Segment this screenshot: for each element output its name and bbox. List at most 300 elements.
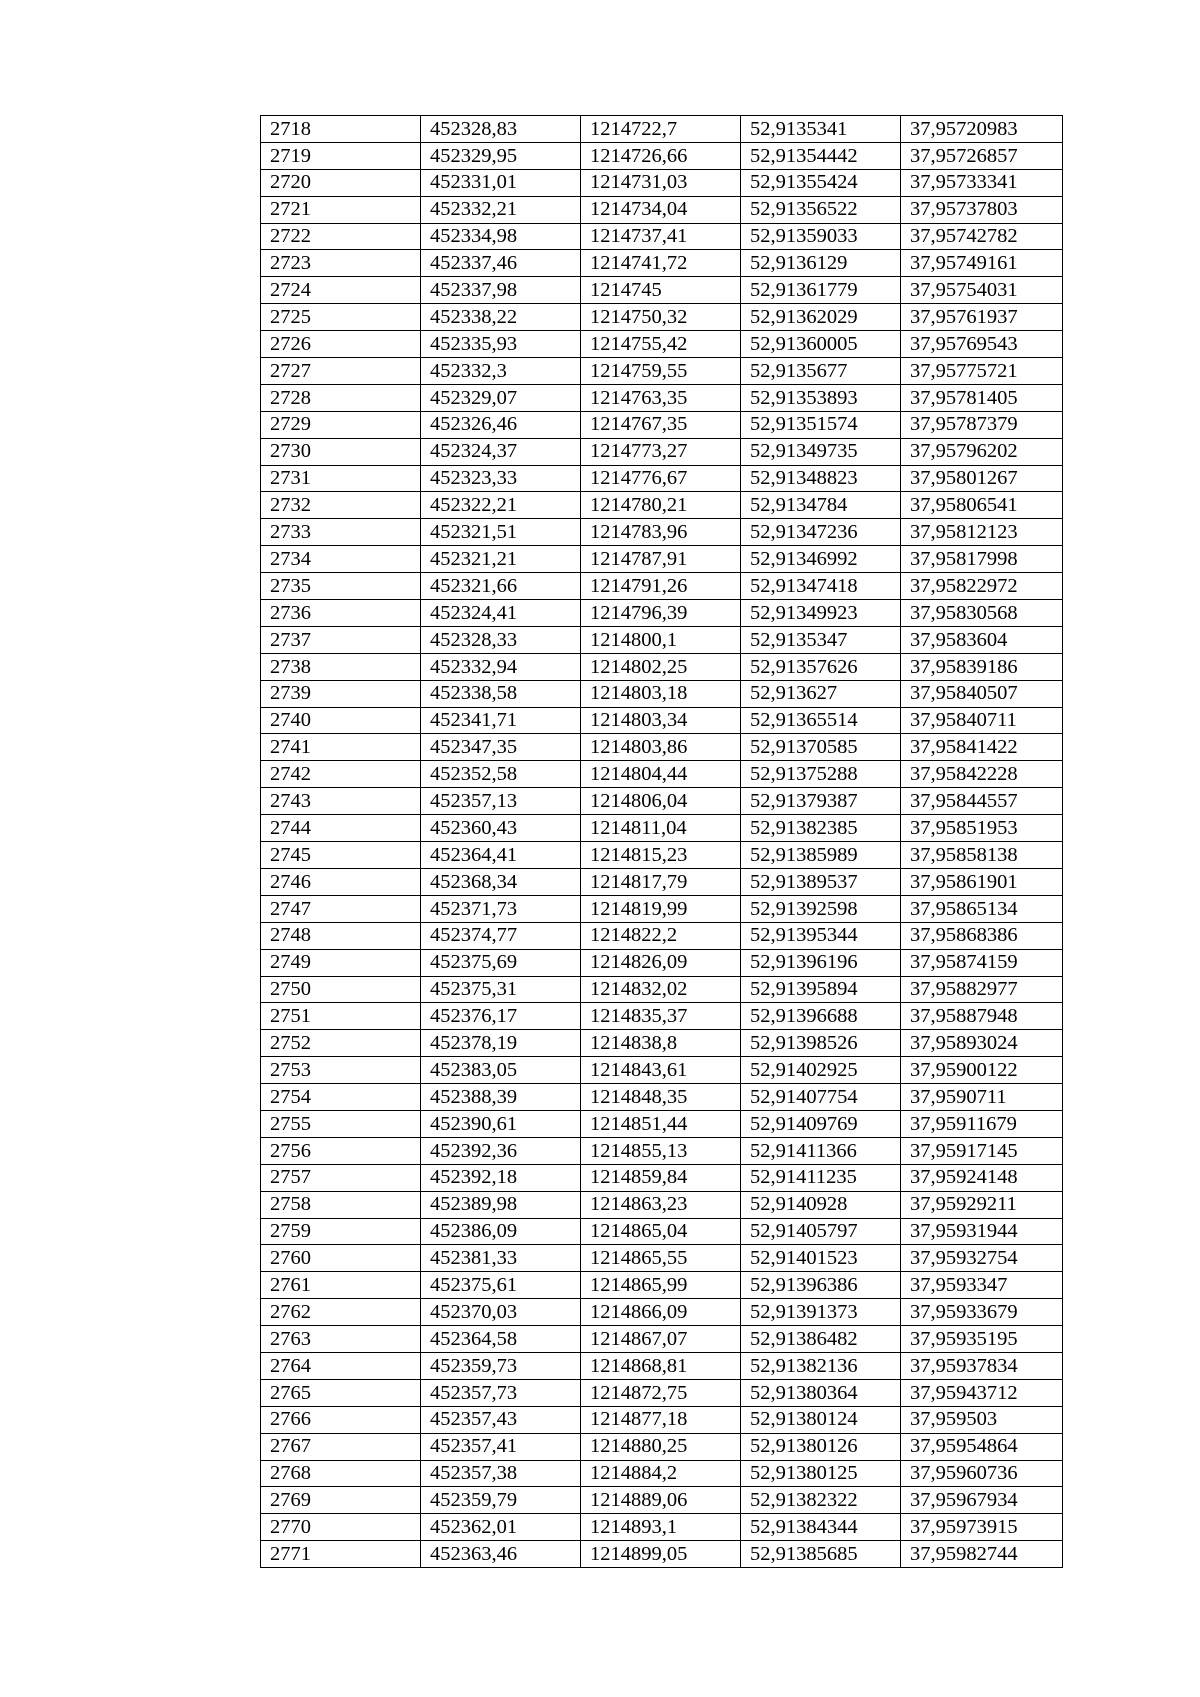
longitude-cell: 37,95911679	[901, 1110, 1063, 1137]
table-row	[261, 519, 1063, 546]
x-coordinate-cell: 452392,36	[421, 1137, 581, 1164]
y-coordinate-cell: 1214826,09	[581, 949, 741, 976]
latitude-cell: 52,91355424	[741, 169, 901, 196]
x-coordinate-cell: 452368,34	[421, 868, 581, 895]
longitude-cell: 37,95931944	[901, 1218, 1063, 1245]
y-coordinate-cell: 1214722,7	[581, 116, 741, 143]
y-coordinate-cell: 1214880,25	[581, 1433, 741, 1460]
y-coordinate-cell: 1214893,1	[581, 1514, 741, 1541]
y-coordinate-cell: 1214899,05	[581, 1541, 741, 1568]
longitude-cell: 37,95787379	[901, 411, 1063, 438]
longitude-cell: 37,95937834	[901, 1352, 1063, 1379]
y-coordinate-cell: 1214865,55	[581, 1245, 741, 1272]
latitude-cell: 52,9140928	[741, 1191, 901, 1218]
longitude-cell: 37,95924148	[901, 1164, 1063, 1191]
point-number-cell: 2726	[261, 331, 421, 358]
latitude-cell: 52,91353893	[741, 384, 901, 411]
point-number-cell: 2742	[261, 761, 421, 788]
y-coordinate-cell: 1214804,44	[581, 761, 741, 788]
table-row	[261, 1326, 1063, 1353]
x-coordinate-cell: 452332,3	[421, 358, 581, 385]
table-row	[261, 1110, 1063, 1137]
y-coordinate-cell: 1214731,03	[581, 169, 741, 196]
x-coordinate-cell: 452337,46	[421, 250, 581, 277]
latitude-cell: 52,91385989	[741, 842, 901, 869]
latitude-cell: 52,91354442	[741, 142, 901, 169]
y-coordinate-cell: 1214815,23	[581, 842, 741, 869]
longitude-cell: 37,95882977	[901, 976, 1063, 1003]
latitude-cell: 52,91396196	[741, 949, 901, 976]
table-row	[261, 1460, 1063, 1487]
longitude-cell: 37,95893024	[901, 1030, 1063, 1057]
longitude-cell: 37,95796202	[901, 438, 1063, 465]
latitude-cell: 52,91370585	[741, 734, 901, 761]
point-number-cell: 2747	[261, 895, 421, 922]
latitude-cell: 52,91347236	[741, 519, 901, 546]
point-number-cell: 2754	[261, 1084, 421, 1111]
x-coordinate-cell: 452386,09	[421, 1218, 581, 1245]
point-number-cell: 2771	[261, 1541, 421, 1568]
y-coordinate-cell: 1214759,55	[581, 358, 741, 385]
point-number-cell: 2763	[261, 1326, 421, 1353]
longitude-cell: 37,95842228	[901, 761, 1063, 788]
table-row	[261, 223, 1063, 250]
longitude-cell: 37,95733341	[901, 169, 1063, 196]
latitude-cell: 52,91362029	[741, 304, 901, 331]
table-row	[261, 1003, 1063, 1030]
x-coordinate-cell: 452376,17	[421, 1003, 581, 1030]
table-row	[261, 438, 1063, 465]
point-number-cell: 2744	[261, 815, 421, 842]
x-coordinate-cell: 452326,46	[421, 411, 581, 438]
longitude-cell: 37,95874159	[901, 949, 1063, 976]
latitude-cell: 52,91380124	[741, 1406, 901, 1433]
latitude-cell: 52,91409769	[741, 1110, 901, 1137]
longitude-cell: 37,95868386	[901, 922, 1063, 949]
table-row	[261, 895, 1063, 922]
longitude-cell: 37,9583604	[901, 626, 1063, 653]
longitude-cell: 37,95822972	[901, 573, 1063, 600]
point-number-cell: 2719	[261, 142, 421, 169]
y-coordinate-cell: 1214750,32	[581, 304, 741, 331]
table-row	[261, 1352, 1063, 1379]
latitude-cell: 52,91365514	[741, 707, 901, 734]
table-row	[261, 1379, 1063, 1406]
x-coordinate-cell: 452375,69	[421, 949, 581, 976]
point-number-cell: 2746	[261, 868, 421, 895]
x-coordinate-cell: 452329,95	[421, 142, 581, 169]
x-coordinate-cell: 452359,73	[421, 1352, 581, 1379]
point-number-cell: 2738	[261, 653, 421, 680]
y-coordinate-cell: 1214803,86	[581, 734, 741, 761]
table-row	[261, 411, 1063, 438]
point-number-cell: 2752	[261, 1030, 421, 1057]
point-number-cell: 2731	[261, 465, 421, 492]
latitude-cell: 52,91380125	[741, 1460, 901, 1487]
coordinates-table	[260, 115, 1063, 1568]
point-number-cell: 2743	[261, 788, 421, 815]
longitude-cell: 37,95841422	[901, 734, 1063, 761]
longitude-cell: 37,95742782	[901, 223, 1063, 250]
longitude-cell: 37,95720983	[901, 116, 1063, 143]
longitude-cell: 37,95982744	[901, 1541, 1063, 1568]
latitude-cell: 52,91357626	[741, 653, 901, 680]
point-number-cell: 2749	[261, 949, 421, 976]
x-coordinate-cell: 452335,93	[421, 331, 581, 358]
point-number-cell: 2735	[261, 573, 421, 600]
latitude-cell: 52,91391373	[741, 1299, 901, 1326]
y-coordinate-cell: 1214811,04	[581, 815, 741, 842]
point-number-cell: 2729	[261, 411, 421, 438]
latitude-cell: 52,91396386	[741, 1272, 901, 1299]
latitude-cell: 52,91349923	[741, 600, 901, 627]
longitude-cell: 37,95887948	[901, 1003, 1063, 1030]
latitude-cell: 52,91389537	[741, 868, 901, 895]
point-number-cell: 2720	[261, 169, 421, 196]
table-row	[261, 949, 1063, 976]
x-coordinate-cell: 452388,39	[421, 1084, 581, 1111]
point-number-cell: 2721	[261, 196, 421, 223]
longitude-cell: 37,95806541	[901, 492, 1063, 519]
x-coordinate-cell: 452357,13	[421, 788, 581, 815]
latitude-cell: 52,91382385	[741, 815, 901, 842]
table-row	[261, 1137, 1063, 1164]
longitude-cell: 37,95840507	[901, 680, 1063, 707]
table-row	[261, 465, 1063, 492]
y-coordinate-cell: 1214868,81	[581, 1352, 741, 1379]
x-coordinate-cell: 452328,83	[421, 116, 581, 143]
point-number-cell: 2758	[261, 1191, 421, 1218]
y-coordinate-cell: 1214763,35	[581, 384, 741, 411]
table-row	[261, 116, 1063, 143]
x-coordinate-cell: 452324,41	[421, 600, 581, 627]
x-coordinate-cell: 452347,35	[421, 734, 581, 761]
latitude-cell: 52,9135341	[741, 116, 901, 143]
y-coordinate-cell: 1214734,04	[581, 196, 741, 223]
x-coordinate-cell: 452378,19	[421, 1030, 581, 1057]
latitude-cell: 52,91392598	[741, 895, 901, 922]
table-row	[261, 546, 1063, 573]
longitude-cell: 37,95935195	[901, 1326, 1063, 1353]
y-coordinate-cell: 1214800,1	[581, 626, 741, 653]
latitude-cell: 52,9135677	[741, 358, 901, 385]
longitude-cell: 37,95960736	[901, 1460, 1063, 1487]
latitude-cell: 52,91360005	[741, 331, 901, 358]
point-number-cell: 2722	[261, 223, 421, 250]
table-row	[261, 358, 1063, 385]
x-coordinate-cell: 452341,71	[421, 707, 581, 734]
latitude-cell: 52,9134784	[741, 492, 901, 519]
y-coordinate-cell: 1214832,02	[581, 976, 741, 1003]
y-coordinate-cell: 1214817,79	[581, 868, 741, 895]
point-number-cell: 2757	[261, 1164, 421, 1191]
x-coordinate-cell: 452334,98	[421, 223, 581, 250]
longitude-cell: 37,95840711	[901, 707, 1063, 734]
latitude-cell: 52,91347418	[741, 573, 901, 600]
point-number-cell: 2764	[261, 1352, 421, 1379]
latitude-cell: 52,91405797	[741, 1218, 901, 1245]
table-row	[261, 196, 1063, 223]
y-coordinate-cell: 1214889,06	[581, 1487, 741, 1514]
table-row	[261, 1218, 1063, 1245]
x-coordinate-cell: 452329,07	[421, 384, 581, 411]
x-coordinate-cell: 452364,41	[421, 842, 581, 869]
table-row	[261, 1541, 1063, 1568]
table-row	[261, 815, 1063, 842]
table-row	[261, 1084, 1063, 1111]
point-number-cell: 2762	[261, 1299, 421, 1326]
x-coordinate-cell: 452357,73	[421, 1379, 581, 1406]
x-coordinate-cell: 452390,61	[421, 1110, 581, 1137]
longitude-cell: 37,9590711	[901, 1084, 1063, 1111]
y-coordinate-cell: 1214838,8	[581, 1030, 741, 1057]
latitude-cell: 52,91396688	[741, 1003, 901, 1030]
point-number-cell: 2725	[261, 304, 421, 331]
y-coordinate-cell: 1214767,35	[581, 411, 741, 438]
table-row	[261, 761, 1063, 788]
x-coordinate-cell: 452323,33	[421, 465, 581, 492]
latitude-cell: 52,91348823	[741, 465, 901, 492]
point-number-cell: 2768	[261, 1460, 421, 1487]
latitude-cell: 52,91349735	[741, 438, 901, 465]
longitude-cell: 37,95830568	[901, 600, 1063, 627]
longitude-cell: 37,95754031	[901, 277, 1063, 304]
point-number-cell: 2751	[261, 1003, 421, 1030]
table-row	[261, 653, 1063, 680]
y-coordinate-cell: 1214865,04	[581, 1218, 741, 1245]
point-number-cell: 2727	[261, 358, 421, 385]
longitude-cell: 37,95726857	[901, 142, 1063, 169]
latitude-cell: 52,9135347	[741, 626, 901, 653]
y-coordinate-cell: 1214780,21	[581, 492, 741, 519]
latitude-cell: 52,91398526	[741, 1030, 901, 1057]
x-coordinate-cell: 452332,21	[421, 196, 581, 223]
y-coordinate-cell: 1214806,04	[581, 788, 741, 815]
table-row	[261, 1164, 1063, 1191]
table-row	[261, 842, 1063, 869]
y-coordinate-cell: 1214884,2	[581, 1460, 741, 1487]
y-coordinate-cell: 1214819,99	[581, 895, 741, 922]
y-coordinate-cell: 1214787,91	[581, 546, 741, 573]
x-coordinate-cell: 452357,41	[421, 1433, 581, 1460]
x-coordinate-cell: 452321,66	[421, 573, 581, 600]
latitude-cell: 52,91361779	[741, 277, 901, 304]
point-number-cell: 2770	[261, 1514, 421, 1541]
point-number-cell: 2759	[261, 1218, 421, 1245]
longitude-cell: 37,95865134	[901, 895, 1063, 922]
longitude-cell: 37,95933679	[901, 1299, 1063, 1326]
point-number-cell: 2730	[261, 438, 421, 465]
table-row	[261, 707, 1063, 734]
table-row	[261, 304, 1063, 331]
latitude-cell: 52,91385685	[741, 1541, 901, 1568]
x-coordinate-cell: 452338,58	[421, 680, 581, 707]
point-number-cell: 2724	[261, 277, 421, 304]
latitude-cell: 52,91411235	[741, 1164, 901, 1191]
longitude-cell: 37,95812123	[901, 519, 1063, 546]
latitude-cell: 52,91386482	[741, 1326, 901, 1353]
y-coordinate-cell: 1214843,61	[581, 1057, 741, 1084]
y-coordinate-cell: 1214855,13	[581, 1137, 741, 1164]
point-number-cell: 2756	[261, 1137, 421, 1164]
x-coordinate-cell: 452322,21	[421, 492, 581, 519]
x-coordinate-cell: 452374,77	[421, 922, 581, 949]
table-row	[261, 250, 1063, 277]
y-coordinate-cell: 1214866,09	[581, 1299, 741, 1326]
table-row	[261, 868, 1063, 895]
x-coordinate-cell: 452381,33	[421, 1245, 581, 1272]
latitude-cell: 52,91356522	[741, 196, 901, 223]
latitude-cell: 52,91402925	[741, 1057, 901, 1084]
latitude-cell: 52,91411366	[741, 1137, 901, 1164]
x-coordinate-cell: 452321,51	[421, 519, 581, 546]
longitude-cell: 37,95917145	[901, 1137, 1063, 1164]
point-number-cell: 2765	[261, 1379, 421, 1406]
longitude-cell: 37,95817998	[901, 546, 1063, 573]
x-coordinate-cell: 452389,98	[421, 1191, 581, 1218]
y-coordinate-cell: 1214802,25	[581, 653, 741, 680]
y-coordinate-cell: 1214755,42	[581, 331, 741, 358]
point-number-cell: 2740	[261, 707, 421, 734]
longitude-cell: 37,95749161	[901, 250, 1063, 277]
longitude-cell: 37,95900122	[901, 1057, 1063, 1084]
table-row	[261, 142, 1063, 169]
x-coordinate-cell: 452360,43	[421, 815, 581, 842]
longitude-cell: 37,95967934	[901, 1487, 1063, 1514]
y-coordinate-cell: 1214851,44	[581, 1110, 741, 1137]
longitude-cell: 37,95844557	[901, 788, 1063, 815]
point-number-cell: 2736	[261, 600, 421, 627]
x-coordinate-cell: 452324,37	[421, 438, 581, 465]
point-number-cell: 2733	[261, 519, 421, 546]
latitude-cell: 52,91407754	[741, 1084, 901, 1111]
longitude-cell: 37,95929211	[901, 1191, 1063, 1218]
y-coordinate-cell: 1214872,75	[581, 1379, 741, 1406]
coordinates-table-body	[261, 116, 1063, 1568]
table-row	[261, 788, 1063, 815]
latitude-cell: 52,91379387	[741, 788, 901, 815]
table-row	[261, 734, 1063, 761]
y-coordinate-cell: 1214796,39	[581, 600, 741, 627]
table-row	[261, 331, 1063, 358]
point-number-cell: 2766	[261, 1406, 421, 1433]
point-number-cell: 2767	[261, 1433, 421, 1460]
table-row	[261, 1514, 1063, 1541]
table-row	[261, 277, 1063, 304]
latitude-cell: 52,91359033	[741, 223, 901, 250]
longitude-cell: 37,95851953	[901, 815, 1063, 842]
x-coordinate-cell: 452362,01	[421, 1514, 581, 1541]
longitude-cell: 37,95973915	[901, 1514, 1063, 1541]
y-coordinate-cell: 1214867,07	[581, 1326, 741, 1353]
x-coordinate-cell: 452328,33	[421, 626, 581, 653]
point-number-cell: 2748	[261, 922, 421, 949]
latitude-cell: 52,91395894	[741, 976, 901, 1003]
x-coordinate-cell: 452363,46	[421, 1541, 581, 1568]
x-coordinate-cell: 452338,22	[421, 304, 581, 331]
y-coordinate-cell: 1214803,18	[581, 680, 741, 707]
y-coordinate-cell: 1214822,2	[581, 922, 741, 949]
longitude-cell: 37,95761937	[901, 304, 1063, 331]
x-coordinate-cell: 452357,38	[421, 1460, 581, 1487]
table-row	[261, 626, 1063, 653]
point-number-cell: 2737	[261, 626, 421, 653]
longitude-cell: 37,95861901	[901, 868, 1063, 895]
y-coordinate-cell: 1214726,66	[581, 142, 741, 169]
x-coordinate-cell: 452331,01	[421, 169, 581, 196]
latitude-cell: 52,91351574	[741, 411, 901, 438]
y-coordinate-cell: 1214835,37	[581, 1003, 741, 1030]
longitude-cell: 37,95781405	[901, 384, 1063, 411]
table-row	[261, 384, 1063, 411]
table-row	[261, 169, 1063, 196]
x-coordinate-cell: 452375,61	[421, 1272, 581, 1299]
y-coordinate-cell: 1214783,96	[581, 519, 741, 546]
x-coordinate-cell: 452364,58	[421, 1326, 581, 1353]
table-row	[261, 1406, 1063, 1433]
point-number-cell: 2761	[261, 1272, 421, 1299]
point-number-cell: 2769	[261, 1487, 421, 1514]
y-coordinate-cell: 1214737,41	[581, 223, 741, 250]
latitude-cell: 52,91382322	[741, 1487, 901, 1514]
longitude-cell: 37,95839186	[901, 653, 1063, 680]
latitude-cell: 52,91380364	[741, 1379, 901, 1406]
latitude-cell: 52,91382136	[741, 1352, 901, 1379]
x-coordinate-cell: 452352,58	[421, 761, 581, 788]
point-number-cell: 2739	[261, 680, 421, 707]
point-number-cell: 2760	[261, 1245, 421, 1272]
x-coordinate-cell: 452370,03	[421, 1299, 581, 1326]
longitude-cell: 37,95801267	[901, 465, 1063, 492]
y-coordinate-cell: 1214848,35	[581, 1084, 741, 1111]
table-row	[261, 680, 1063, 707]
latitude-cell: 52,91380126	[741, 1433, 901, 1460]
table-row	[261, 1245, 1063, 1272]
y-coordinate-cell: 1214859,84	[581, 1164, 741, 1191]
y-coordinate-cell: 1214877,18	[581, 1406, 741, 1433]
point-number-cell: 2755	[261, 1110, 421, 1137]
y-coordinate-cell: 1214773,27	[581, 438, 741, 465]
table-row	[261, 1057, 1063, 1084]
latitude-cell: 52,91384344	[741, 1514, 901, 1541]
longitude-cell: 37,95932754	[901, 1245, 1063, 1272]
point-number-cell: 2728	[261, 384, 421, 411]
latitude-cell: 52,91401523	[741, 1245, 901, 1272]
latitude-cell: 52,91346992	[741, 546, 901, 573]
point-number-cell: 2741	[261, 734, 421, 761]
longitude-cell: 37,95858138	[901, 842, 1063, 869]
x-coordinate-cell: 452337,98	[421, 277, 581, 304]
longitude-cell: 37,95775721	[901, 358, 1063, 385]
y-coordinate-cell: 1214803,34	[581, 707, 741, 734]
point-number-cell: 2734	[261, 546, 421, 573]
table-row	[261, 976, 1063, 1003]
longitude-cell: 37,95943712	[901, 1379, 1063, 1406]
y-coordinate-cell: 1214863,23	[581, 1191, 741, 1218]
x-coordinate-cell: 452321,21	[421, 546, 581, 573]
latitude-cell: 52,91395344	[741, 922, 901, 949]
longitude-cell: 37,95737803	[901, 196, 1063, 223]
x-coordinate-cell: 452332,94	[421, 653, 581, 680]
table-row	[261, 1030, 1063, 1057]
longitude-cell: 37,95954864	[901, 1433, 1063, 1460]
table-row	[261, 1191, 1063, 1218]
table-row	[261, 1299, 1063, 1326]
x-coordinate-cell: 452375,31	[421, 976, 581, 1003]
table-row	[261, 1487, 1063, 1514]
point-number-cell: 2745	[261, 842, 421, 869]
y-coordinate-cell: 1214776,67	[581, 465, 741, 492]
